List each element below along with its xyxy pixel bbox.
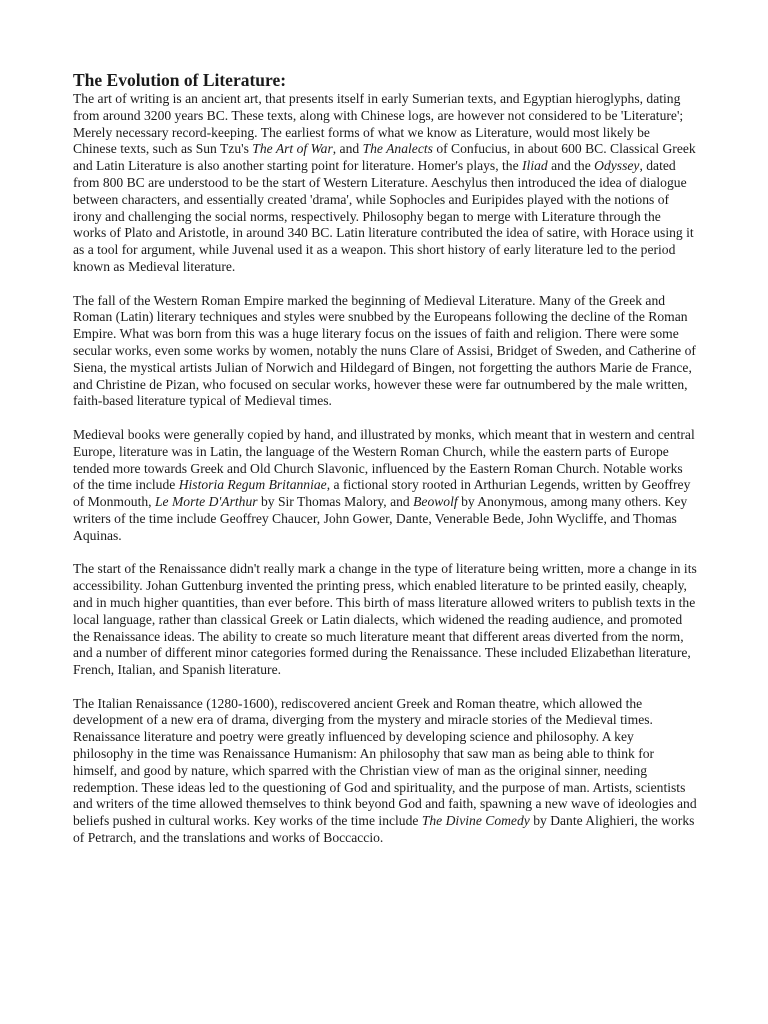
text-run: and the — [547, 158, 595, 174]
text-run: The fall of the Western Roman Empire marked the beginning of Medieval Literature. Many of the Greek and Roman (Latin) literary techniques and styles were snubbed by the Europeans following the decline of the Roman Empire. What was born from this was a huge literary focus on the issues of faith and religion. There were some secular works, even some works by women, notably the nuns Clare of Assisi, Bridget of Sweden, and Catherine of Siena, the mystical artists Julian of Norwich and Hildegard of Bingen, not forgetting the authors Marie de France, and Christine de Pizan, who focused on secular works, however these were far outnumbered by the male written, faith-based literature typical of Medieval times. — [73, 292, 696, 409]
italic-title: The Divine Comedy — [421, 813, 530, 829]
text-run: by Sir Thomas Malory, and — [257, 494, 414, 510]
text-run: of Confucius, in about 600 BC. Classical Greek and Latin Literature is also another starting point for literature. Homer's plays, the — [73, 141, 696, 174]
document-body — [73, 91, 697, 847]
italic-title: The Analects — [362, 141, 433, 157]
italic-title: Historia Regum Britanniae — [178, 477, 327, 493]
italic-title: Beowolf — [413, 494, 458, 510]
paragraph-2 — [73, 293, 697, 411]
text-run: , a fictional story rooted in Arthurian Legends, written by Geoffrey of Monmouth, — [73, 477, 691, 510]
italic-title: Odyssey — [594, 158, 640, 174]
text-run: The Italian Renaissance (1280-1600), rediscovered ancient Greek and Roman theatre, which allowed the development of a new era of drama, diverging from the mystery and miracle stories of the Medieval times. Renaissance literature and poetry were greatly influenced by developing science and philosophy. A key philosophy in the time was Renaissance Humanism: An philosophy that saw man as being able to think for himself, and good by nature, which sparred with the Christian view of man as the original sinner, needing redemption. These ideas led to the questioning of God and spirituality, and the purpose of man. Artists, scientists and writers of the time allowed themselves to think beyond God and faith, spawning a new wave of ideologies and beliefs pushed in cultural works. Key works of the time include — [73, 695, 697, 829]
text-run: , and — [332, 141, 363, 157]
paragraph-1 — [73, 91, 697, 276]
document-title: The Evolution of Literature: — [73, 70, 287, 90]
text-run: , dated from 800 BC are understood to be the start of Western Literature. Aeschylus then introduced the idea of dialogue between characters, and essentially created 'drama', while Sophocles and Euripides played with the notions of irony and challenging the social norms, respectively. Philosophy began to merge with Literature through the works of Plato and Aristotle, in around 340 BC. Latin literature contributed the idea of satire, with Horace using it as a tool for argument, while Juvenal used it as a weapon. This short history of early literature led to the period known as Medieval literature. — [73, 158, 694, 274]
paragraph-4 — [73, 561, 697, 679]
italic-title: The Art of War — [252, 141, 333, 157]
paragraph-5 — [73, 696, 697, 847]
text-run: Medieval books were generally copied by hand, and illustrated by monks, which meant that in western and central Europe, literature was in Latin, the language of the Western Roman Church, while the eastern parts of Europe tended more towards Greek and Old Church Slavonic, influenced by the Eastern Roman Church. Notable works of the time include — [73, 426, 695, 493]
text-run: The start of the Renaissance didn't really mark a change in the type of literature being written, more a change in its accessibility. Johan Guttenburg invented the printing press, which enabled literature to be printed easily, cheaply, and in much higher quantities, than ever before. This birth of mass literature allowed writers to publish texts in the local language, rather than classical Greek or Latin dialects, which widened the reading audience, and promoted the Renaissance ideas. The ability to create so much literature meant that different areas diverted from the norm, and a number of different minor categories formed during the Renaissance. These included Elizabethan literature, French, Italian, and Spanish literature. — [73, 561, 697, 678]
italic-title: Iliad — [522, 158, 548, 174]
paragraph-3 — [73, 427, 697, 545]
text-run: by Anonymous, among many others. Key writers of the time include Geoffrey Chaucer, John Gower, Dante, Venerable Bede, John Wycliffe, and Thomas Aquinas. — [73, 494, 688, 543]
text-run: The art of writing is an ancient art, that presents itself in early Sumerian texts, and Egyptian hieroglyphs, dating from around 3200 years BC. These texts, along with Chinese logs, are however not considered to be 'Literature'; Merely necessary record-keeping. The earliest forms of what we know as Literature, would most likely be Chinese texts, such as Sun Tzu's — [73, 91, 684, 157]
text-run: by Dante Alighieri, the works of Petrarch, and the translations and works of Boccaccio. — [73, 813, 695, 846]
italic-title: Le Morte D'Arthur — [154, 494, 258, 510]
document-page — [73, 69, 697, 864]
